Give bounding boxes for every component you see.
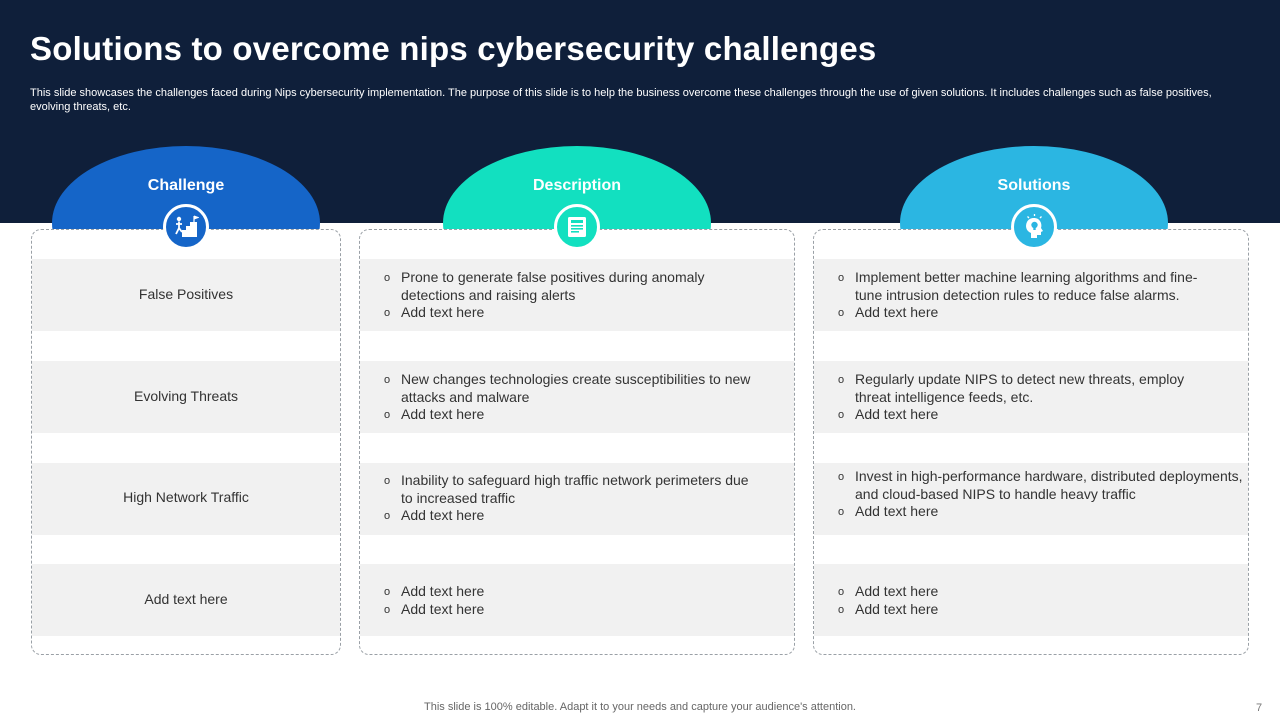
challenge-cell: Add text here [144,591,228,607]
challenge-cell: High Network Traffic [123,489,249,505]
challenge-header: Challenge [147,177,225,194]
bullet-item: o New changes technologies create susceptibilities to new attacks and malware [384,371,764,406]
bullet-item: o Inability to safeguard high traffic network perimeters due to increased traffic [384,472,764,507]
bullet-item: o Add text here [838,601,1218,619]
bullet-item: o Add text here [384,583,764,601]
footer-note: This slide is 100% editable. Adapt it to your needs and capture your audience's attention. [424,701,856,713]
head-lightbulb-icon [1011,204,1057,250]
challenge-cell: False Positives [138,286,234,302]
bullet-item: o Add text here [384,507,764,525]
description-cell [384,472,764,525]
stairs-goal-icon [163,204,209,250]
bullet-item: o Implement better machine learning algorithms and fine-tune intrusion detection rules to reduce false alarms. [838,269,1218,304]
bullet-item: o Regularly update NIPS to detect new threats, employ threat intelligence feeds, etc. [838,371,1218,406]
bullet-item: o Add text here [384,304,764,322]
page-number: 7 [1256,702,1263,714]
solutions-header: Solutions [997,177,1071,194]
solutions-cell [838,269,1218,322]
solutions-cell [838,371,1218,424]
slide-subtitle: This slide showcases the challenges faced during Nips cybersecurity implementation. The purpose of this slide is to help the business overcome these challenges through the use of given solutions. It includes challenges such as false positives, evolving threats, etc. [30,87,1212,113]
slide-title: Solutions to overcome nips cybersecurity challenges [30,30,877,67]
bullet-item: o Prone to generate false positives during anomaly detections and raising alerts [384,269,764,304]
bullet-item: o Invest in high-performance hardware, distributed deployments, and cloud-based NIPS to handle heavy traffic [838,468,1243,503]
challenge-cell: Evolving Threats [133,388,238,404]
bullet-item: o Add text here [384,406,764,424]
bullet-item: o Add text here [384,601,764,619]
solutions-cell [838,583,1218,618]
bullet-item: o Add text here [838,406,1218,424]
solutions-cell [838,468,1243,521]
bullet-item: o Add text here [838,503,1243,521]
description-cell [384,371,764,424]
document-icon [554,204,600,250]
description-cell [384,269,764,322]
bullet-item: o Add text here [838,304,1218,322]
description-header: Description [532,177,621,194]
bullet-item: o Add text here [838,583,1218,601]
description-cell [384,583,764,618]
